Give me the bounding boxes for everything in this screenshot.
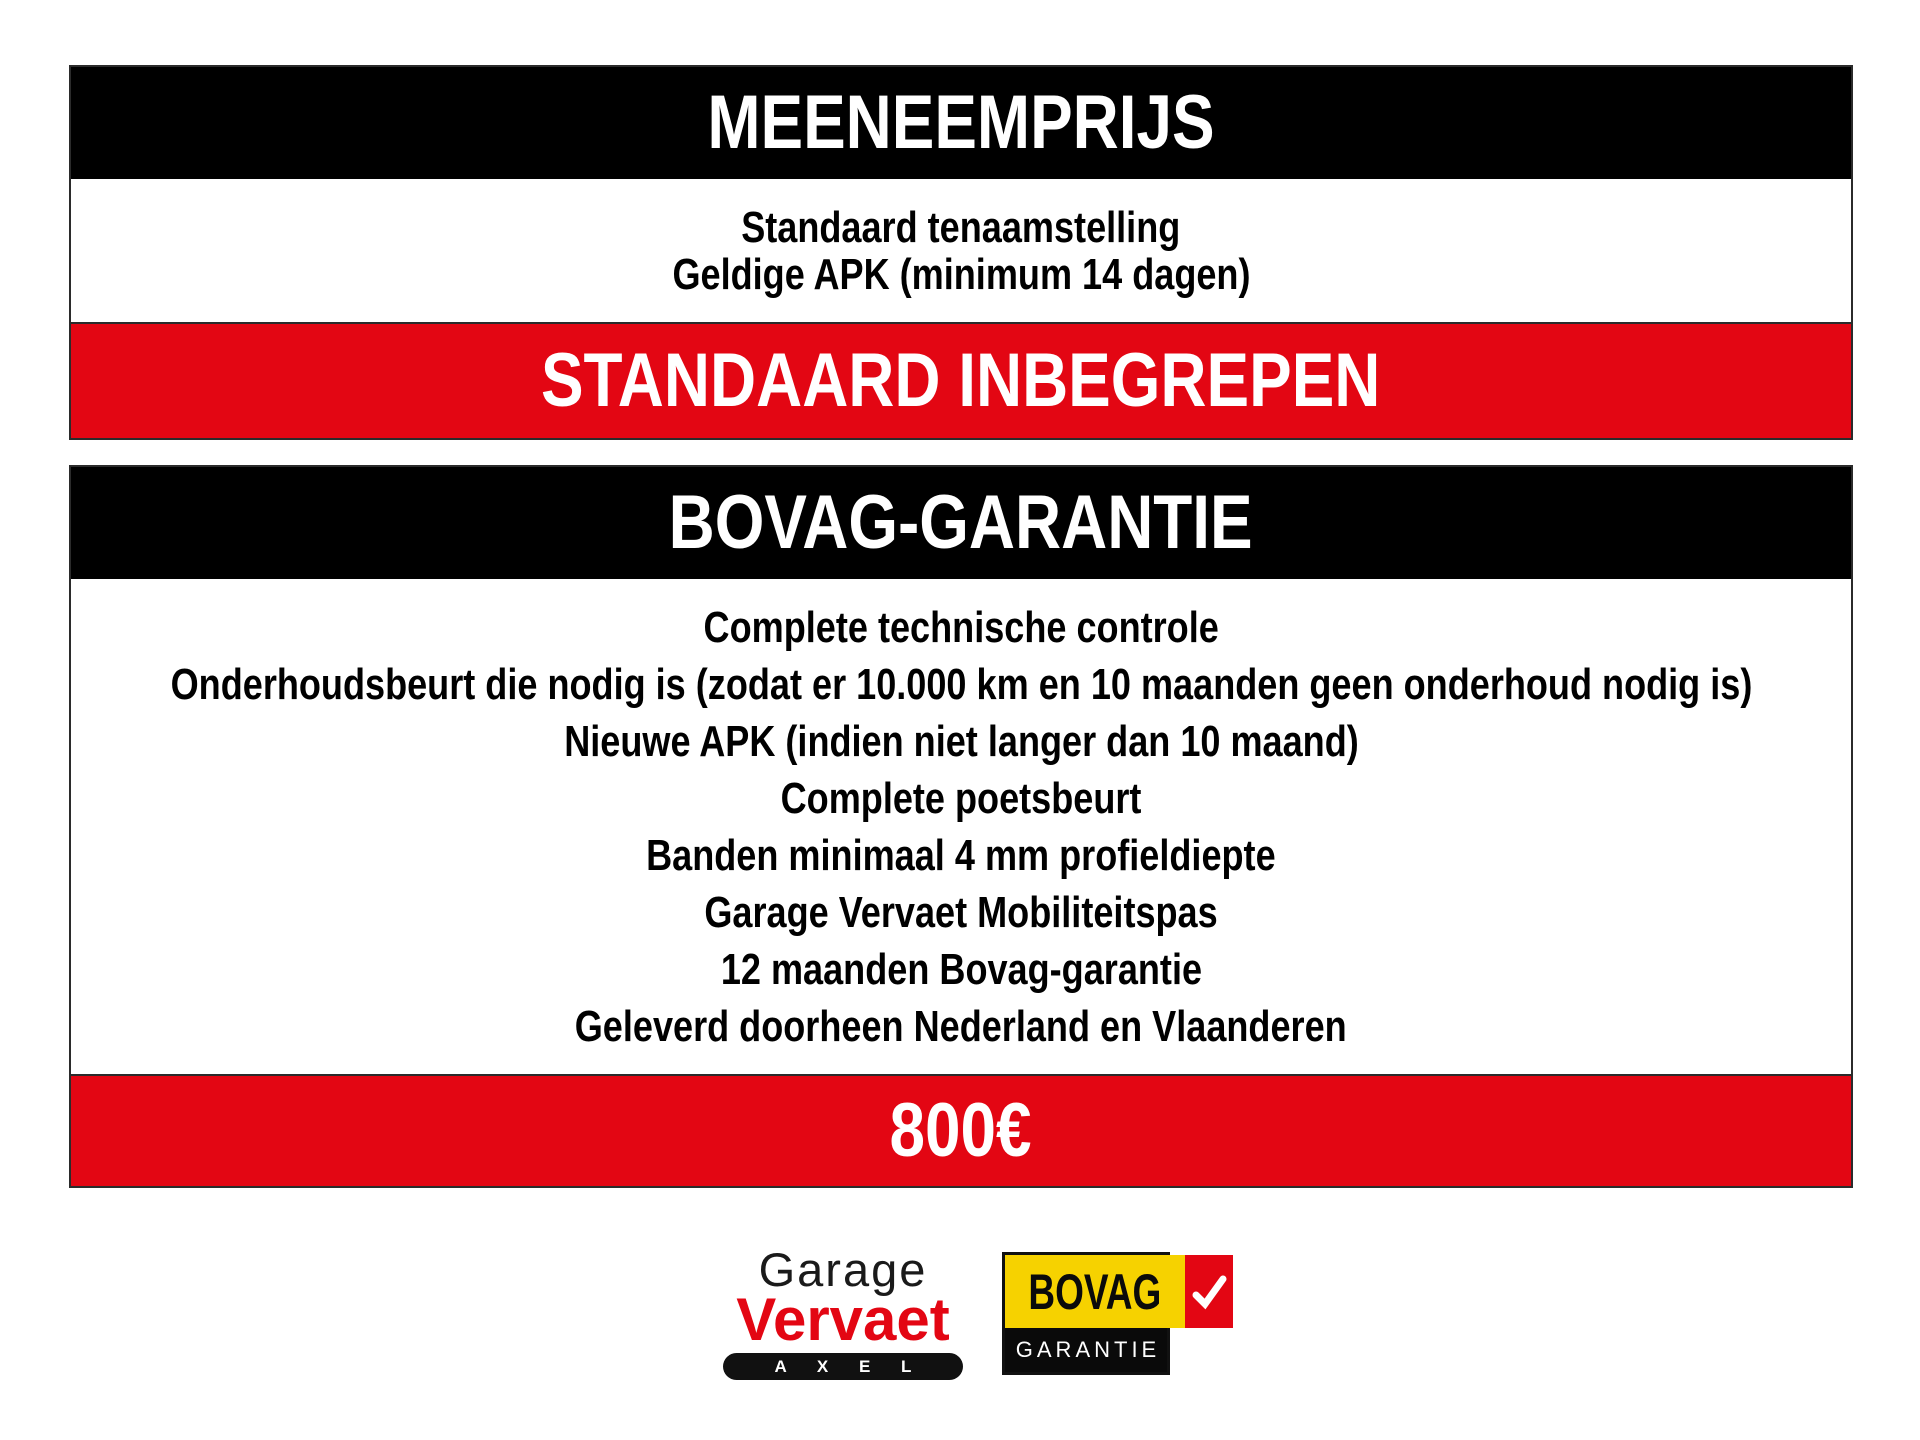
benefit-line: Nieuwe APK (indien niet langer dan 10 maand) [563, 716, 1359, 766]
standaard-inbegrepen-label: STANDAARD INBEGREPEN [541, 338, 1381, 423]
section-meeneemprijs [69, 65, 1853, 440]
price-banner [71, 1074, 1851, 1186]
garage-vervaet-logo-axel-badge: A X E L [723, 1353, 963, 1380]
garage-vervaet-logo [723, 1243, 963, 1380]
benefit-line: Complete poetsbeurt [780, 773, 1142, 823]
meeneemprijs-line: Standaard tenaamstelling [741, 202, 1181, 252]
bovag-logo-garantie-label: GARANTIE [1015, 1337, 1161, 1362]
bovag-benefits-list [71, 579, 1851, 1074]
meeneemprijs-header-bar [71, 67, 1851, 179]
benefit-line: Onderhoudsbeurt die nodig is (zodat er 10.000 km en 10 maanden geen onderhoud nodig is) [170, 659, 1752, 709]
check-icon [1189, 1272, 1229, 1312]
standaard-inbegrepen-banner [71, 322, 1851, 438]
section-bovag-garantie [69, 465, 1853, 1188]
meeneemprijs-title: MEENEEMPRIJS [707, 80, 1215, 165]
bovag-garantie-logo [1002, 1252, 1170, 1375]
bovag-logo-yellow-panel [1005, 1255, 1185, 1328]
bovag-title: BOVAG-GARANTIE [668, 480, 1254, 565]
garage-vervaet-logo-vervaet: Vervaet [736, 1286, 950, 1353]
bovag-logo-black-panel [1005, 1328, 1167, 1372]
meeneemprijs-body [71, 179, 1851, 322]
meeneemprijs-line: Geldige APK (minimum 14 dagen) [671, 249, 1251, 299]
benefit-line: Garage Vervaet Mobiliteitspas [704, 887, 1218, 937]
garage-vervaet-logo-garage: Garage [758, 1243, 928, 1296]
bovag-logo-top [1005, 1255, 1167, 1328]
bovag-header-bar [71, 467, 1851, 579]
benefit-line: 12 maanden Bovag-garantie [720, 944, 1202, 994]
bovag-logo-red-panel [1185, 1255, 1233, 1328]
bovag-logo-brand: BOVAG [1028, 1263, 1162, 1320]
benefit-line: Geleverd doorheen Nederland en Vlaanderen [575, 1001, 1347, 1051]
benefit-line: Complete technische controle [703, 602, 1219, 652]
footer-logos [0, 1243, 1920, 1388]
price-label: 800€ [889, 1088, 1033, 1173]
benefit-line: Banden minimaal 4 mm profieldiepte [646, 830, 1276, 880]
